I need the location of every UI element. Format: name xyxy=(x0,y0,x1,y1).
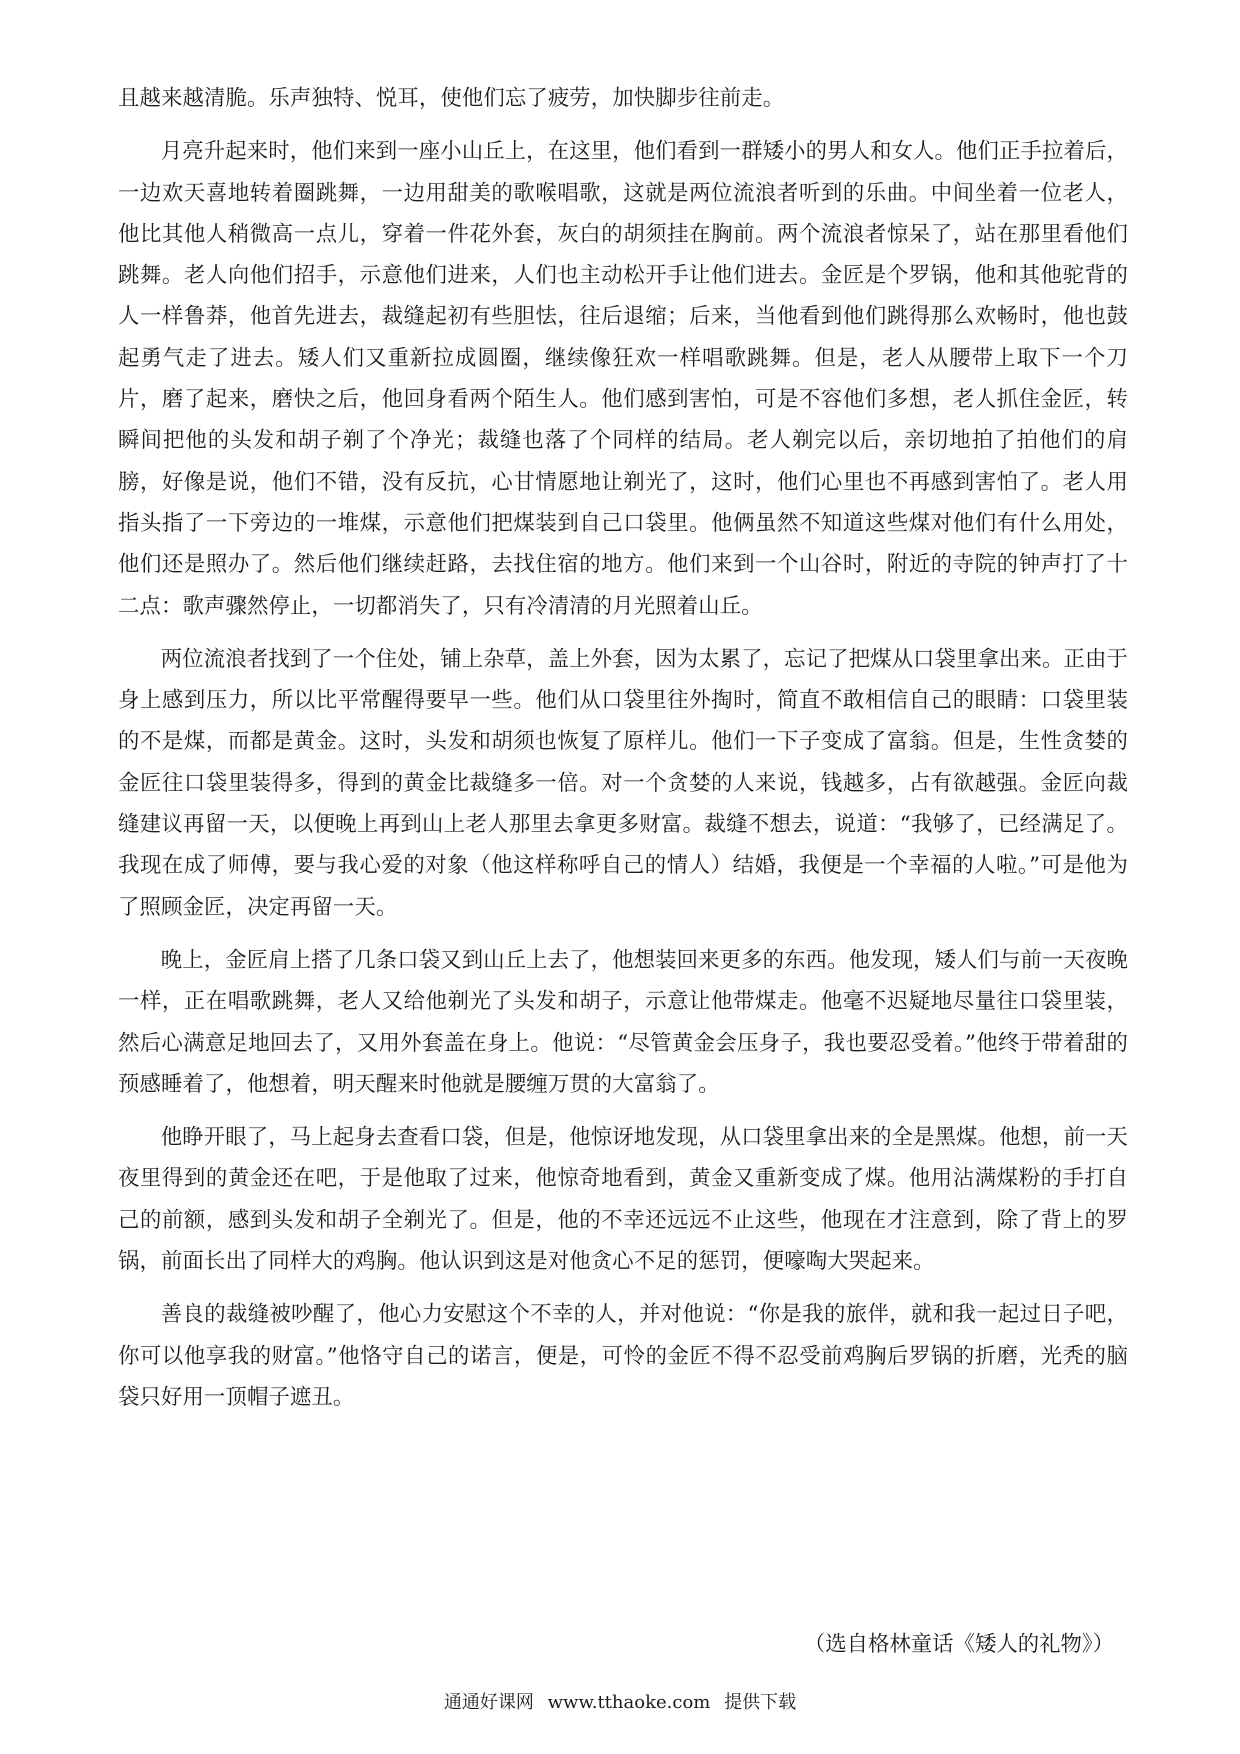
paragraph-punishment: 他睁开眼了，马上起身去查看口袋，但是，他惊讶地发现，从口袋里拿出来的全是黑煤。他想，前一天夜里得到的黄金还在吧，于是他取了过来，他惊奇地看到，黄金又重新变成了煤。他用沾满煤粉的手打自己的前额，感到头发和胡子全剃光了。但是，他的不幸还远远不止这些，他现在才注意到，除了背上的罗锅，前面长出了同样大的鸡胸。他认识到这是对他贪心不足的惩罚，便嚎啕大哭起来。 xyxy=(118,1125,1128,1275)
page-footer xyxy=(0,1690,1240,1716)
paragraph-ending: 善良的裁缝被吵醒了，他心力安慰这个不幸的人，并对他说：“你是我的旅伴，就和我一起过日子吧，你可以他享我的财富。”他恪守自己的诺言，便是，可怜的金匠不得不忍受前鸡胸后罗锅的折磨，光秃的脑袋只好用一顶帽子遮丑。 xyxy=(118,1302,1128,1410)
source-citation: （选自格林童话《矮人的礼物》） xyxy=(803,1632,1114,1657)
footer-url: www.tthaoke.com xyxy=(547,1692,711,1713)
article-body xyxy=(118,78,1128,1430)
paragraph-second-night: 晚上，金匠肩上搭了几条口袋又到山丘上去了，他想装回来更多的东西。他发现，矮人们与前一天夜晚一样，正在唱歌跳舞，老人又给他剃光了头发和胡子，示意让他带煤走。他毫不迟疑地尽量往口袋里装，然后心满意足地回去了，又用外套盖在身上。他说：“尽管黄金会压身子，我也要忍受着。”他终于带着甜的预感睡着了，他想着，明天醒来时他就是腰缠万贯的大富翁了。 xyxy=(118,947,1128,1097)
footer-note: 提供下载 xyxy=(724,1692,797,1713)
paragraph-dwarf-dance: 月亮升起来时，他们来到一座小山丘上，在这里，他们看到一群矮小的男人和女人。他们正手拉着后，一边欢天喜地转着圈跳舞，一边用甜美的歌喉唱歌，这就是两位流浪者听到的乐曲。中间坐着一位老人，他比其他人稍微高一点儿，穿着一件花外套，灰白的胡须挂在胸前。两个流浪者惊呆了，站在那里看他们跳舞。老人向他们招手，示意他们进来，人们也主动松开手让他们进去。金匠是个罗锅，他和其他驼背的人一样鲁莽，他首先进去，裁缝起初有些胆怯，往后退缩；后来，当他看到他们跳得那么欢畅时，他也鼓起勇气走了进去。矮人们又重新拉成圆圈，继续像狂欢一样唱歌跳舞。但是，老人从腰带上取下一个刀片，磨了起来，磨快之后，他回身看两个陌生人。他们感到害怕，可是不容他们多想，老人抓住金匠，转瞬间把他的头发和胡子剃了个净光；裁缝也落了个同样的结局。老人剃完以后，亲切地拍了拍他们的肩膀，好像是说，他们不错，没有反抗，心甘情愿地让剃光了，这时，他们心里也不再感到害怕了。老人用指头指了一下旁边的一堆煤，示意他们把煤装到自己口袋里。他俩虽然不知道这些煤对他们有什么用处，他们还是照办了。然后他们继续赶路，去找住宿的地方。他们来到一个山谷时，附近的寺院的钟声打了十二点：歌声骤然停止，一切都消失了，只有冷清清的月光照着山丘。 xyxy=(118,139,1128,619)
footer-site-name: 通通好课网 xyxy=(443,1692,534,1713)
paragraph-continuation: 且越来越清脆。乐声独特、悦耳，使他们忘了疲劳，加快脚步往前走。 xyxy=(118,86,785,111)
paragraph-gold-discovery: 两位流浪者找到了一个住处，铺上杂草，盖上外套，因为太累了，忘记了把煤从口袋里拿出来。正由于身上感到压力，所以比平常醒得要早一些。他们从口袋里往外掏时，简直不敢相信自己的眼睛：口袋里装的不是煤，而都是黄金。这时，头发和胡须也恢复了原样儿。他们一下子变成了富翁。但是，生性贪婪的金匠往口袋里装得多，得到的黄金比裁缝多一倍。对一个贪婪的人来说，钱越多，占有欲越强。金匠向裁缝建议再留一天，以便晚上再到山上老人那里去拿更多财富。裁缝不想去，说道：“我够了，已经满足了。我现在成了师傅，要与我心爱的对象（他这样称呼自己的情人）结婚，我便是一个幸福的人啦。”可是他为了照顾金匠，决定再留一天。 xyxy=(118,646,1128,920)
